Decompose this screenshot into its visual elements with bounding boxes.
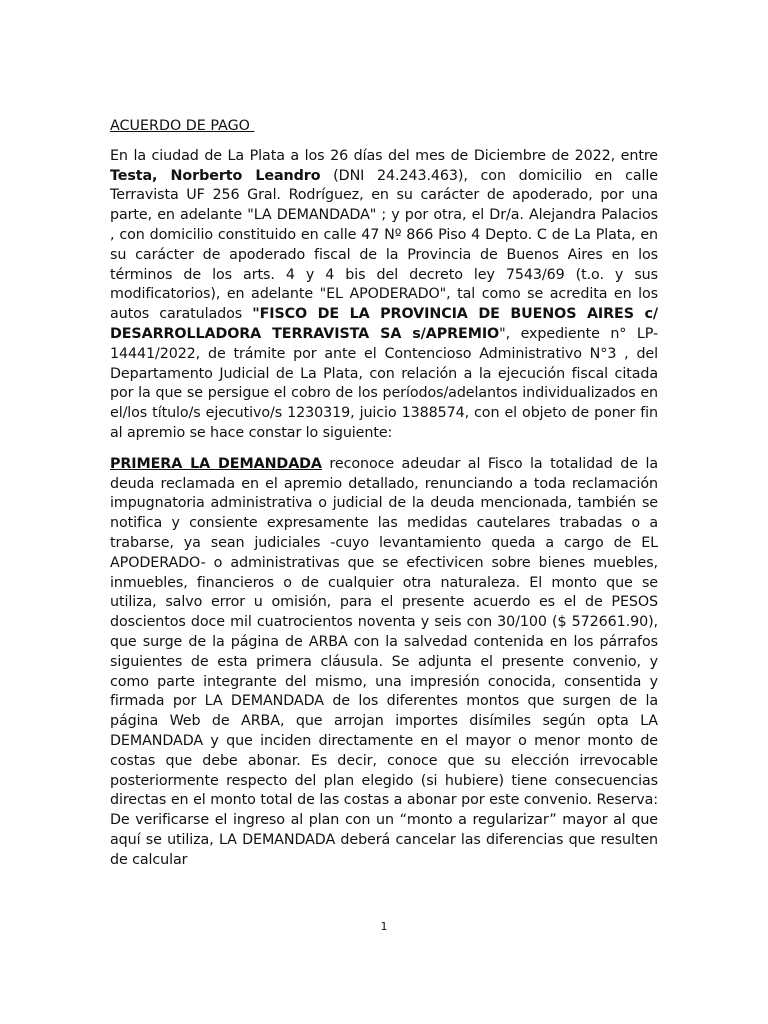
clause-primera-text: reconoce adeudar al Fisco la totalidad de la deuda reclamada en el apremio detallado, renunciando a toda reclamación impugnatoria administrativa o judicial de la deuda mencionada, también se notifica y consiente expresamente las medidas cautelares trabadas o a trabarse, ya sean judiciales -cuyo levantamiento queda a cargo de EL APODERADO- o administrativas que se efectivicen sobre bienes muebles, inmuebles, financieros o de cualquier otra naturaleza. El monto que se utiliza, salvo error u omisión, para el presente acuerdo es el de PESOS doscientos doce mil cuatrocientos noventa y seis con 30/100 ($ 572661.90), que surge de la página de ARBA con la salvedad contenida en los párrafos siguientes de esta primera cláusula. Se adjunta el presente convenio, y como parte integrante del mismo, una impresión conocida, consentida y firmada por LA DEMANDADA de los diferentes montos que surgen de la página Web de ARBA, que arrojan importes disímiles según opta LA DEMANDADA y que inciden directamente en el mayor o menor monto de costas que debe abonar. Es decir, conoce que su elección irrevocable posteriormente respecto del plan elegido (si hubiere) tiene consecuencias directas en el monto total de las costas a abonar por este convenio. Reserva: De verificarse el ingreso al plan con un “monto a regularizar” mayor al que aquí se utiliza, LA DEMANDADA deberá cancelar las diferencias que resulten de calcular [110, 455, 658, 868]
clause-primera-heading: PRIMERA LA DEMANDADA [110, 455, 322, 472]
document-title: ACUERDO DE PAGO [110, 118, 255, 134]
intro-text-3: ", expediente n° LP-14441/2022, de trámite por ante el Contencioso Administrativo N°3 , del Departamento Judicial de La Plata, con relación a la ejecución fiscal citada por la que se persigue el cobro de los períodos/adelantos individualizados en el/los título/s ejecutivo/s 1230319, juicio 1388574, con el objeto de poner fin al apremio se hace constar lo siguiente: [110, 325, 659, 441]
intro-text-1: En la ciudad de La Plata a los 26 días del mes de Diciembre de 2022, entre [110, 147, 658, 164]
intro-paragraph [110, 147, 658, 444]
document-page [110, 117, 658, 881]
intro-text-2: (DNI 24.243.463), con domicilio en calle Terravista UF 256 Gral. Rodríguez, en su carácter de apoderado, por una parte, en adelante "LA DEMANDADA" ; y por otra, el Dr/a. Alejandra Palacios , con domicilio constituido en calle 47 Nº 866 Piso 4 Depto. C de La Plata, en su carácter de apoderado fiscal de la Provincia de Buenos Aires en los términos de los arts. 4 y 4 bis del decreto ley 7543/69 (t.o. y sus modificatorios), en adelante "EL APODERADO", tal como se acredita en los autos caratulados [110, 167, 658, 323]
case-caption: "FISCO DE LA PROVINCIA DE BUENOS AIRES c/ DESARROLLADORA TERRAVISTA SA s/APREMIO [110, 306, 658, 342]
page-number: 1 [380, 920, 388, 933]
clause-primera [110, 455, 658, 871]
party-name: Testa, Norberto Leandro [110, 167, 321, 184]
